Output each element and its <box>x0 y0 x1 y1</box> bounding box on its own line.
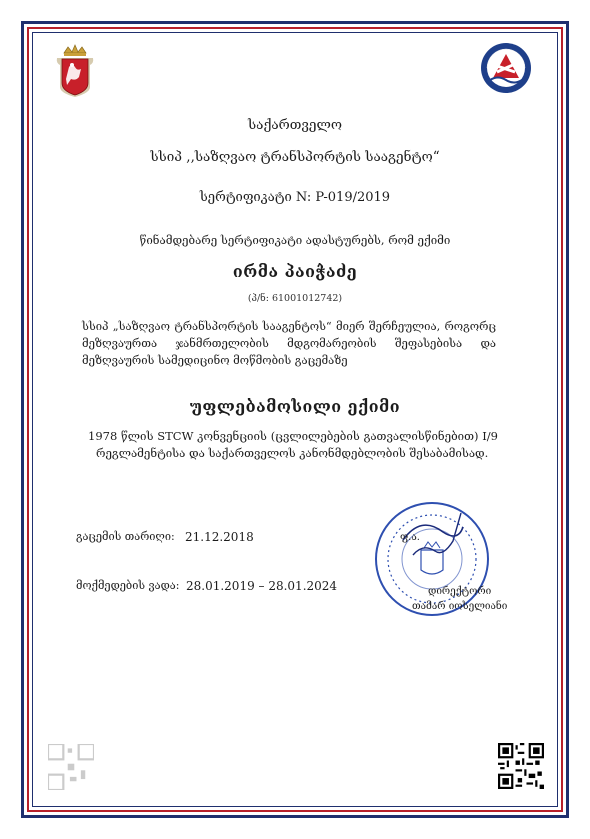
signatory-title: დირექტორი <box>428 586 492 597</box>
coat-of-arms-icon <box>52 43 98 99</box>
issue-date-value: 21.12.2018 <box>185 530 254 544</box>
certificate-title: უფლებამოსილი ექიმი <box>189 397 401 416</box>
convention-line: რეგლამენტისა და საქართველოს კანონმდებლობის შესაბამისად. <box>96 446 489 460</box>
qr-code-watermark-icon <box>48 744 94 790</box>
convention-line: 1978 წლის STCW კონვენციის (ცვლილებების გათვალისწინებით) I/9 <box>88 429 498 443</box>
recognition-line: სსიპ „საზღვაო ტრანსპორტის სააგენტოს“ მიერ შერჩეულია, როგორც <box>82 320 496 333</box>
recognition-paragraph <box>82 318 496 369</box>
recognition-line: მეზღვაურთა ჯანმრთელობის მდგომარეობის შეფასებისა და <box>82 337 496 350</box>
validity-value: 28.01.2019 – 28.01.2024 <box>186 579 338 593</box>
holder-personal-id: (პ/ნ: 61001012742) <box>247 293 343 304</box>
maritime-agency-logo-icon <box>480 42 532 94</box>
intro-statement: წინამდებარე სერტიფიკატი ადასტურებს, რომ ექიმი <box>139 233 451 247</box>
issue-date-row <box>76 530 254 544</box>
validity-row <box>76 579 338 593</box>
recognition-line: მეზღვაურის სამედიცინო მოწმობის გაცემაზე <box>82 354 348 367</box>
country-name: საქართველო <box>247 117 343 133</box>
signatory-name: თამარ იოსელიანი <box>412 601 508 612</box>
signature-initials: ფ.ა. <box>400 532 420 543</box>
agency-name: სსიპ ,,საზღვაო ტრანსპორტის სააგენტო“ <box>150 149 440 165</box>
convention-paragraph <box>88 428 498 462</box>
holder-name: ირმა პაიჭაძე <box>232 262 358 281</box>
issue-date-label: გაცემის თარიღი: <box>76 530 175 543</box>
validity-label: მოქმედების ვადა: <box>76 579 180 592</box>
certificate-number: სერტიფიკატი N: P-019/2019 <box>199 190 391 205</box>
qr-code-icon <box>498 743 544 789</box>
